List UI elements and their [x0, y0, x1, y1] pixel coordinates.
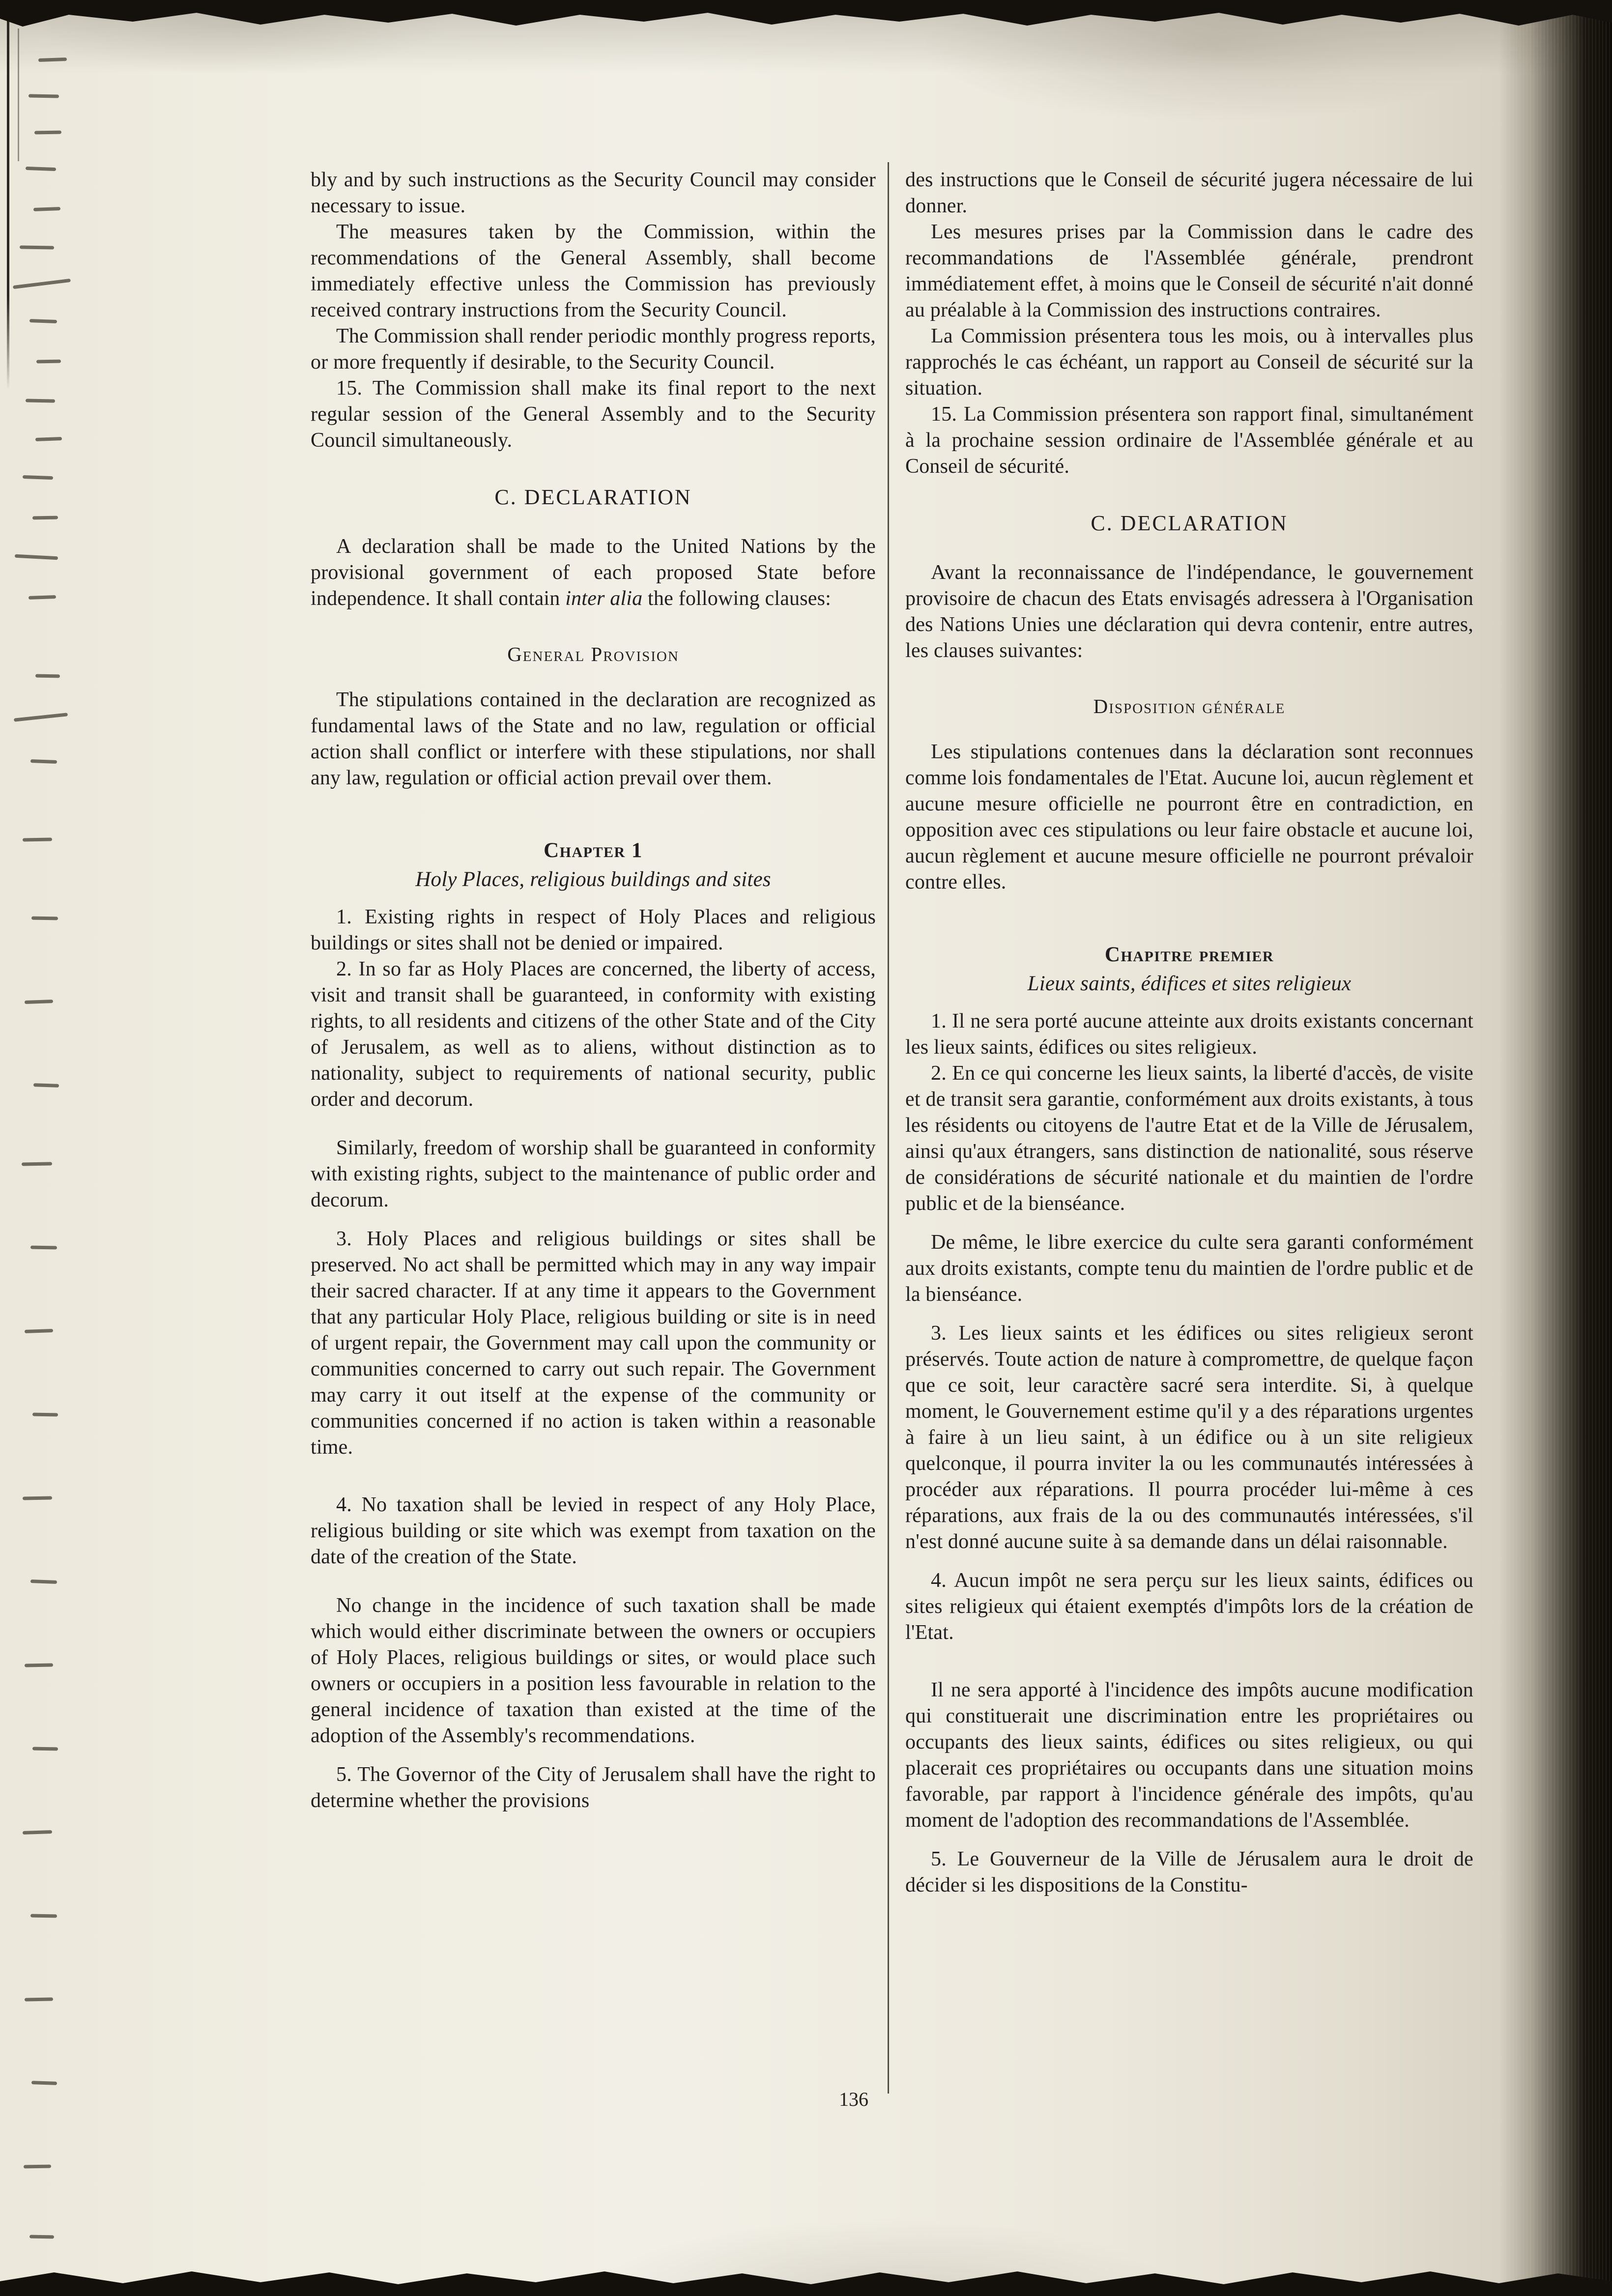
paragraph: 5. The Governor of the City of Jerusalem shall have the right to determine whether the provisions	[311, 1763, 876, 1812]
margin-mark	[32, 1413, 58, 1417]
paragraph: 1. Existing rights in respect of Holy Places and religious buildings or sites shall not be denied or impaired.	[311, 906, 876, 954]
paragraph: Il ne sera apporté à l'incidence des impôts aucune modification qui constituerait une discrimination entre les propriétaires ou occupants des lieux saints, édifices ou sites religieux, ou qui placerait ces propriétaires ou occupants dans une situation moins favorable, par rapport à l'incidence générale des impôts, qu'au moment de l'adoption des recommandations de l'Assemblée.	[905, 1679, 1473, 1832]
margin-mark	[35, 674, 60, 678]
paragraph: 1. Il ne sera porté aucune atteinte aux droits existants concernant les lieux saints, édifices ou sites religieux.	[905, 1010, 1473, 1059]
paragraph: Similarly, freedom of worship shall be guaranteed in conformity with existing rights, subject to the maintenance of public order and decorum.	[311, 1137, 876, 1211]
margin-mark	[26, 399, 55, 402]
section-heading: C. DECLARATION	[1091, 511, 1288, 535]
margin-mark	[23, 1496, 52, 1500]
paragraph: Les mesures prises par la Commission dans le cadre des recommandations de l'Assemblée générale, prendront immédiatement effet, à moins que le Conseil de sécurité n'ait donné au préalable à la Commission des instructions contraires.	[905, 221, 1473, 321]
paragraph: A declaration shall be made to the United Nations by the provisional government of each proposed State before independence. It shall contain inter alia the following clauses:	[311, 535, 876, 610]
chapter-title: Lieux saints, édifices et sites religieux	[1027, 972, 1352, 995]
margin-mark	[15, 554, 58, 560]
margin-mark	[22, 1162, 52, 1166]
margin-mark	[23, 837, 52, 841]
paragraph-continued: bly and by such instructions as the Security Council may consider necessary to issue.	[311, 169, 876, 217]
margin-mark	[32, 516, 58, 520]
margin-mark	[26, 167, 56, 171]
scan-edge-bottom	[0, 2264, 1612, 2296]
paragraph: 5. Le Gouverneur de la Ville de Jérusalem aura le droit de décider si les dispositions de la Constitu-	[905, 1848, 1473, 1896]
margin-mark	[30, 759, 57, 764]
paragraph: 2. En ce qui concerne les lieux saints, la liberté d'accès, de visite et de transit sera garantie, conformément aux droits existants, à tous les résidents ou citoyens de l'autre Etat et de la Ville de Jérusalem, ainsi qu'aux étrangers, sans distinction de nationalité, sous réserve de considérations de sécurité nationale et du maintien de l'ordre public et de la bienséance.	[905, 1062, 1473, 1215]
margin-mark	[29, 2235, 54, 2239]
scan-edge-right	[1499, 0, 1612, 2296]
margin-mark	[23, 1830, 52, 1835]
margin-mark	[33, 1083, 59, 1088]
paragraph: Les stipulations contenues dans la déclaration sont reconnues comme lois fondamentales de l'Etat. Aucune loi, aucun règlement et aucune mesure officielle ne pourront être en contradiction, en opposition avec ces stipulations ou leur faire obstacle et aucune loi, aucun règlement et aucune mesure officielle ne pourront prévaloir contre elles.	[905, 741, 1473, 893]
paragraph: Avant la reconnaissance de l'indépendance, le gouvernement provisoire de chacun des Etats envisagés adressera à l'Organisation des Nations Unies une déclaration qui devra contenir, entre autres, les clauses suivantes:	[905, 561, 1473, 662]
paragraph: 2. In so far as Holy Places are concerned, the liberty of access, visit and transit shall be guaranteed, in conformity with existing rights, to all residents and citizens of the other State and of the City of Jerusalem, as well as to aliens, without distinction as to nationality, subject to requirements of national security, public order and decorum.	[311, 958, 876, 1111]
section-heading: C. DECLARATION	[494, 485, 692, 509]
paragraph: La Commission présentera tous les mois, ou à intervalles plus rapprochés le cas échéant, un rapport au Conseil de sécurité sur la situation.	[905, 325, 1473, 400]
french-column	[905, 167, 1473, 1898]
margin-mark	[25, 1997, 53, 2001]
margin-mark	[29, 94, 59, 98]
margin-mark	[36, 360, 61, 364]
margin-mark	[24, 2165, 51, 2169]
paragraph: 15. La Commission présentera son rapport final, simultanément à la prochaine session ordinaire de l'Assemblée générale et au Conseil de sécurité.	[905, 403, 1473, 478]
margin-mark	[30, 1246, 57, 1250]
chapter-heading: Chapitre premier	[1104, 943, 1274, 966]
page-number: 136	[839, 2088, 868, 2110]
paragraph: 3. Holy Places and religious buildings or sites shall be preserved. No act shall be permitted which may in any way impair their sacred character. If at any time it appears to the Government that any particular Holy Place, religious building or site is in need of urgent repair, the Government may call upon the community or communities concerned to carry out such repair. The Government may carry it out itself at the expense of the community or communities concerned if no action is taken within a reasonable time.	[311, 1228, 876, 1459]
margin-mark	[32, 1747, 58, 1751]
paragraph: No change in the incidence of such taxation shall be made which would either discriminate between the owners or occupiers of Holy Places, religious buildings or sites, or would place such owners or occupiers in a position less favourable in relation to the general incidence of taxation than existed at the time of the adoption of the Assembly's recommendations.	[311, 1594, 876, 1747]
paragraph: 4. Aucun impôt ne sera perçu sur les lieux saints, édifices ou sites religieux qui étaient exemptés d'impôts lors de la création de l'Etat.	[905, 1569, 1473, 1644]
margin-mark	[33, 207, 60, 211]
margin-mark	[14, 713, 68, 721]
margin-mark	[20, 245, 54, 249]
margin-mark	[29, 319, 57, 323]
paragraph: The stipulations contained in the declaration are recognized as fundamental laws of the State and no law, regulation or official action shall conflict or interfere with these stipulations, nor shall any law, regulation or official action prevail over them.	[311, 689, 876, 789]
paragraph: The measures taken by the Commission, within the recommendations of the General Assembly, shall become immediately effective unless the Commission has previously received contrary instructions from the Security Council.	[311, 221, 876, 321]
margin-mark	[31, 2081, 57, 2085]
margin-mark	[23, 475, 53, 480]
paragraph-continued: des instructions que le Conseil de sécurité jugera nécessaire de lui donner.	[905, 169, 1473, 217]
margin-mark	[34, 131, 61, 135]
paragraph: The Commission shall render periodic monthly progress reports, or more frequently if desirable, to the Security Council.	[311, 325, 876, 373]
paragraph: 15. The Commission shall make its final report to the next regular session of the General Assembly and to the Security Council simultaneously.	[311, 377, 876, 452]
margin-mark	[13, 279, 71, 289]
binding-line	[7, 17, 9, 390]
chapter-title: Holy Places, religious buildings and sites	[415, 868, 771, 891]
sub-heading: Disposition générale	[1093, 695, 1286, 718]
margin-mark	[29, 595, 56, 600]
column-divider	[888, 162, 889, 2094]
margin-mark	[30, 1579, 57, 1584]
binding-line-secondary	[18, 29, 19, 161]
margin-mark	[25, 1329, 53, 1333]
margin-mark	[25, 1663, 53, 1667]
paragraph: 3. Les lieux saints et les édifices ou sites religieux seront préservés. Toute action de nature à compromettre, de quelque façon que ce soit, leur caractère sacré sera interdite. Si, à quelque moment, le Gouvernement estime qu'il y a des réparations urgentes à faire à un lieu saint, à un édifice ou à un site religieux quelconque, il pourra inviter la ou les communautés intéressées à procéder aux réparations. Il pourra procéder lui-même à ces réparations, aux frais de la ou des communautés intéressées, s'il n'est donné aucune suite à sa demande dans un délai raisonnable.	[905, 1322, 1473, 1553]
paragraph: 4. No taxation shall be levied in respect of any Holy Place, religious building or site which was exempt from taxation on the date of the creation of the State.	[311, 1493, 876, 1568]
margin-mark	[31, 917, 58, 920]
margin-mark	[25, 1000, 53, 1004]
margin-mark	[35, 437, 62, 441]
margin-mark	[30, 1914, 57, 1918]
english-column	[311, 167, 876, 1814]
paragraph: De même, le libre exercice du culte sera garanti conformément aux droits existants, compte tenu du maintien de l'ordre public et de la bienséance.	[905, 1231, 1473, 1306]
sub-heading: General Provision	[507, 643, 679, 665]
chapter-heading: Chapter 1	[544, 839, 643, 862]
